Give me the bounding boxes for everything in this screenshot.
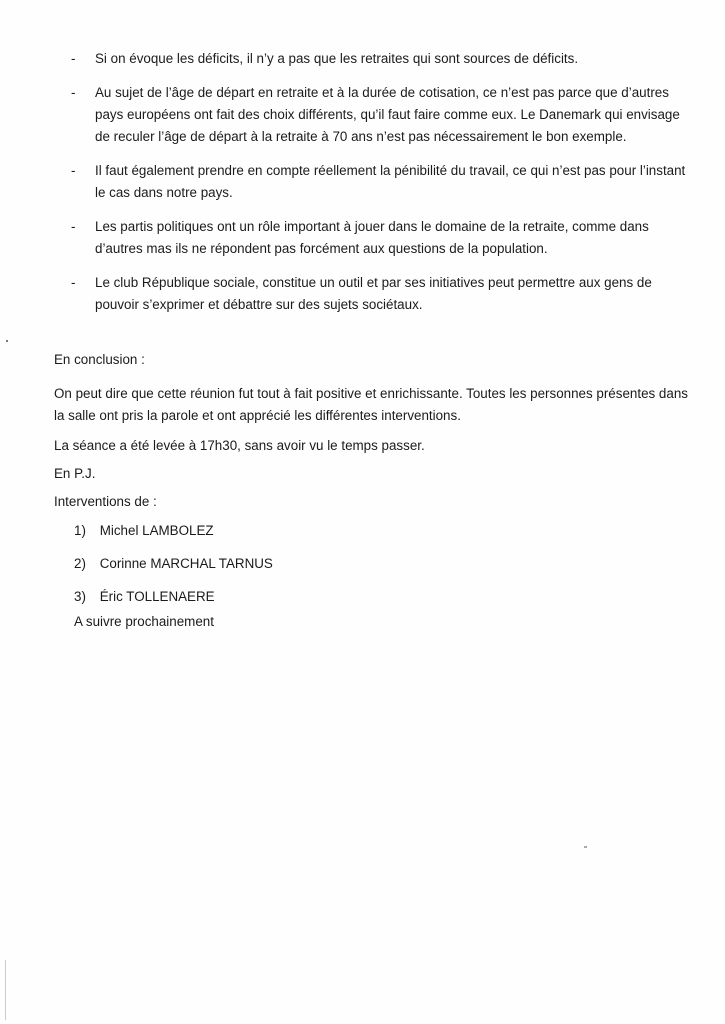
attachments-label: En P.J. [54,466,96,481]
bullet-dash: - [71,163,76,178]
conclusion-paragraph: On peut dire que cette réunion fut tout à fait positive et enrichissante. Toutes les personnes présentes dans la salle ont pris la parole et ont apprécié les différentes interventions. [54,386,688,423]
bullet-dash: - [71,51,76,66]
discussion-point-text: Le club République sociale, constitue un outil et par ses initiatives peut permettre aux gens de pouvoir s’exprimer et débattre sur des sujets sociétaux. [95,275,652,312]
discussion-point-text: Les partis politiques ont un rôle important à jouer dans le domaine de la retraite, comme dans d’autres mas ils ne répondent pas forcément aux questions de la population. [95,219,649,256]
discussion-point [66,48,686,70]
scan-speck [6,340,8,342]
discussion-point [66,82,686,148]
discussion-point [66,272,686,316]
intervention-number: 1) [74,523,86,538]
discussion-point-text: Il faut également prendre en compte réellement la pénibilité du travail, ce qui n’est pas pour l’instant le cas dans notre pays. [95,163,686,200]
session-closed-text: La séance a été levée à 17h30, sans avoir vu le temps passer. [54,438,425,453]
intervention-item [74,553,273,575]
discussion-points-list [66,48,686,328]
interventions-label: Interventions de : [54,494,157,509]
discussion-point-text: Si on évoque les déficits, il n’y a pas que les retraites qui sont sources de déficits. [95,51,579,66]
bullet-dash: - [71,275,76,290]
scan-speck [584,846,587,848]
scan-edge-line [5,960,6,1020]
intervention-item [74,520,273,542]
bullet-dash: - [71,219,76,234]
discussion-point-text: Au sujet de l’âge de départ en retraite et à la durée de cotisation, ce n’est pas parce que d’autres pays européens ont fait des choix différents, qu’il faut faire comme eux. Le Danemark qui envisage de reculer l’âge de départ à la retraite à 70 ans n’est pas nécessairement le bon exemple. [95,85,680,144]
conclusion-heading: En conclusion : [54,352,145,367]
intervention-item [74,586,273,608]
intervention-name: Éric TOLLENAERE [99,589,215,604]
intervention-number: 2) [74,556,86,571]
discussion-point [66,160,686,204]
intervention-name: Corinne MARCHAL TARNUS [99,556,273,571]
intervention-name: Michel LAMBOLEZ [99,523,214,538]
interventions-list [74,520,273,619]
intervention-number: 3) [74,589,86,604]
discussion-point [66,216,686,260]
bullet-dash: - [71,85,76,100]
to-be-continued-text: A suivre prochainement [74,614,214,629]
